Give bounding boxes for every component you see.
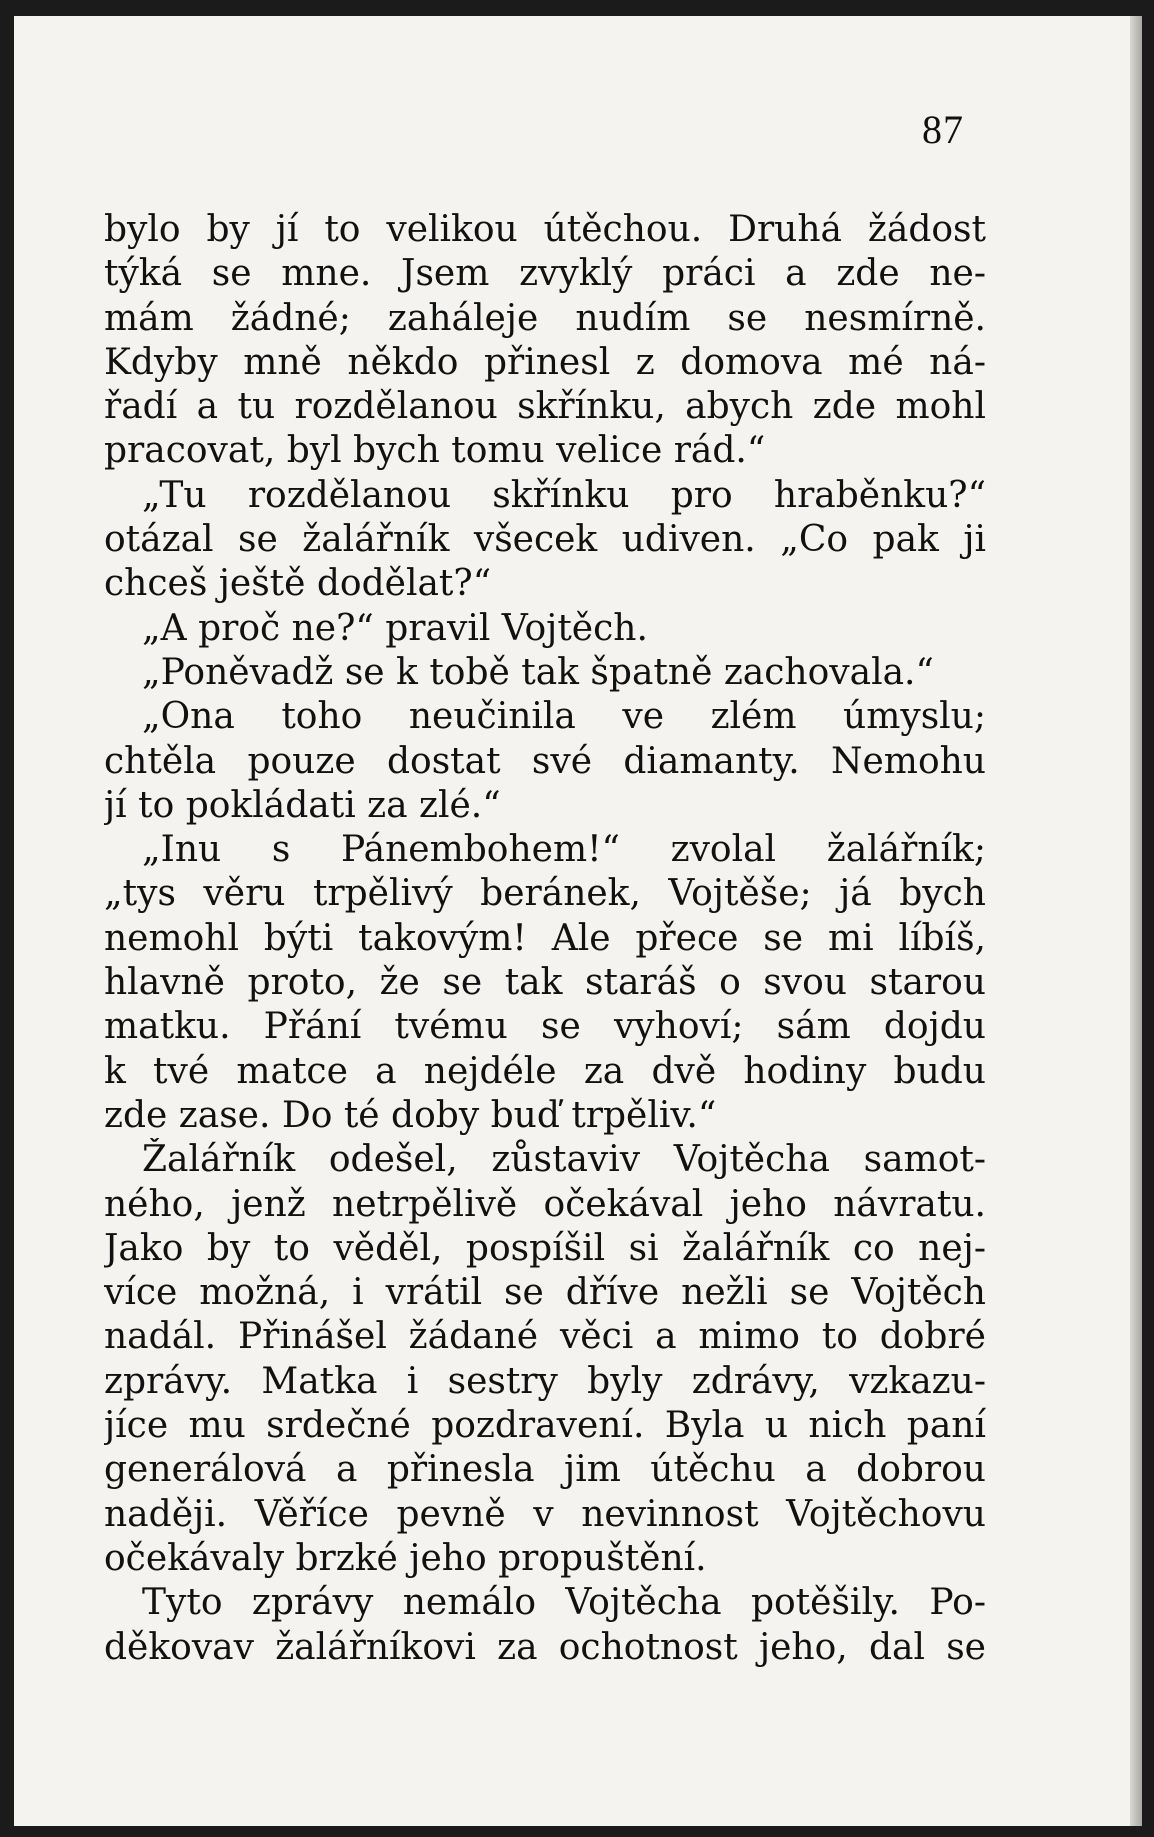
text-line: jí to pokládati za zlé.“: [104, 784, 501, 826]
text-line: řadí a tu rozdělanou skřínku, abych zde mohl: [104, 386, 986, 428]
text-line: matku. Přání tvému se vyhoví; sám dojdu: [104, 1006, 986, 1048]
text-line: mám žádné; zaháleje nudím se nesmírně.: [104, 297, 986, 339]
text-line: Jako by to věděl, pospíšil si žalářník co nej-: [104, 1227, 986, 1269]
text-line: naději. Věříce pevně v nevinnost Vojtěchovu: [104, 1493, 986, 1535]
text-line: „Inu s Pánembohem!“ zvolal žalářník;: [142, 829, 986, 871]
text-line: Žalářník odešel, zůstaviv Vojtěcha samot-: [142, 1139, 986, 1181]
text-line: hlavně proto, že se tak staráš o svou starou: [104, 962, 986, 1004]
text-line: pracovat, byl bych tomu velice rád.“: [104, 430, 766, 472]
text-line: „A proč ne?“ pravil Vojtěch.: [142, 607, 648, 649]
text-line: zde zase. Do té doby buď trpěliv.“: [104, 1094, 717, 1136]
text-line: chceš ještě dodělat?“: [104, 563, 492, 605]
text-line: „tys věru trpělivý beránek, Vojtěše; já bych: [104, 873, 986, 915]
text-line: očekávaly brzké jeho propuštění.: [104, 1537, 707, 1579]
text-line: nadál. Přinášel žádané věci a mimo to dobré: [104, 1316, 986, 1358]
text-line: bylo by jí to velikou útěchou. Druhá žádost: [104, 209, 986, 250]
text-line: zprávy. Matka i sestry byly zdrávy, vzkazu-: [104, 1360, 986, 1402]
text-line: generálová a přinesla jim útěchu a dobrou: [104, 1449, 986, 1491]
page-number: 87: [922, 107, 964, 152]
body-text: [104, 208, 986, 1670]
text-line: Tyto zprávy nemálo Vojtěcha potěšily. Po-: [142, 1582, 986, 1624]
text-line: „Tu rozdělanou skřínku pro hraběnku?“: [142, 474, 986, 516]
text-line: chtěla pouze dostat své diamanty. Nemohu: [104, 740, 986, 782]
text-line: více možná, i vrátil se dříve nežli se Vojtěch: [104, 1272, 986, 1314]
text-line: nemohl býti takovým! Ale přece se mi líbíš,: [104, 917, 986, 959]
text-line: týká se mne. Jsem zvyklý práci a zde ne-: [104, 253, 986, 295]
book-page: [14, 16, 1142, 1826]
text-line: ného, jenž netrpělivě očekával jeho návratu.: [104, 1183, 986, 1225]
text-line: děkovav žalářníkovi za ochotnost jeho, dal se: [104, 1626, 986, 1668]
text-line: Kdyby mně někdo přinesl z domova mé ná-: [104, 341, 986, 383]
text-line: „Ona toho neučinila ve zlém úmyslu;: [142, 696, 986, 738]
text-line: jíce mu srdečné pozdravení. Byla u nich paní: [104, 1405, 986, 1447]
text-line: „Poněvadž se k tobě tak špatně zachovala.“: [142, 651, 934, 693]
page-edge: [1130, 16, 1142, 1826]
text-line: otázal se žalářník všecek udiven. „Co pak ji: [104, 519, 986, 561]
text-line: k tvé matce a nejdéle za dvě hodiny budu: [104, 1050, 986, 1092]
